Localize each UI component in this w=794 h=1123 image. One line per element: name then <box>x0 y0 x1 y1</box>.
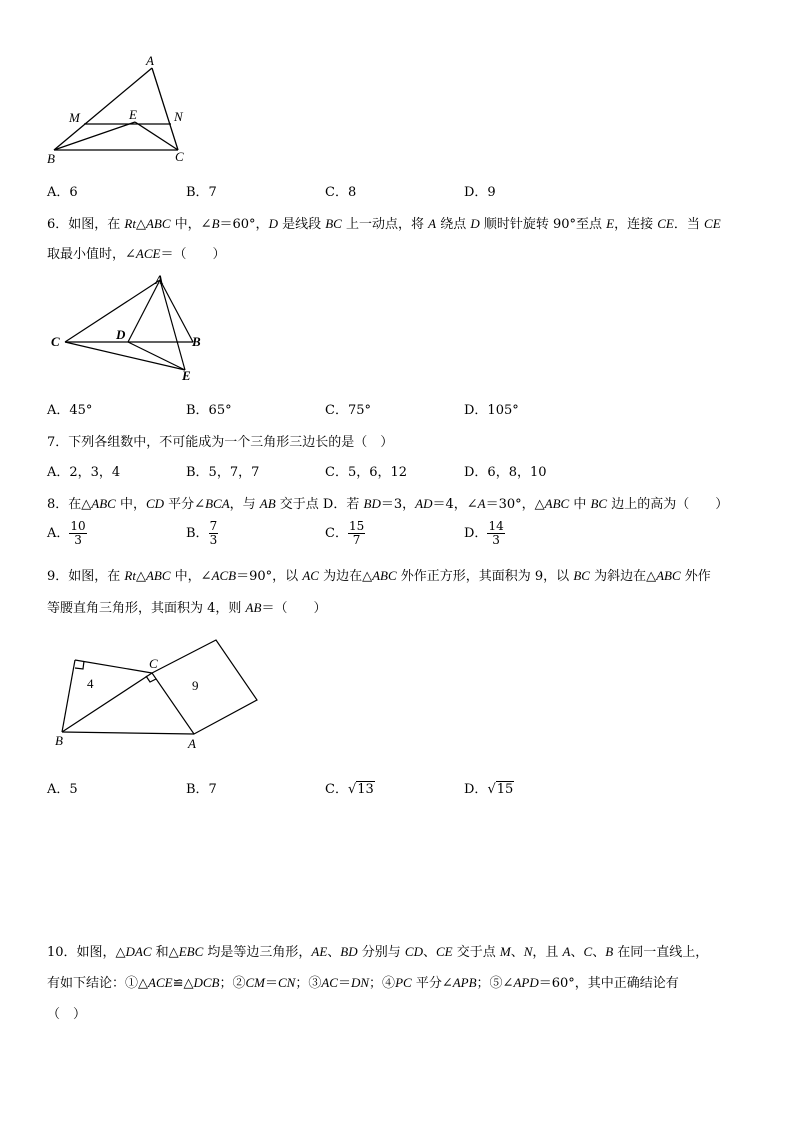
figure-q9-squares <box>45 630 275 755</box>
q8-option-b: B． $\frac{7}{3}$ <box>186 519 218 547</box>
q9-question-line2: 等腰直角三角形，其面积为 4，则 AB＝（ ） <box>47 600 327 616</box>
q8-option-a: A． $\frac{10}{3}$ <box>47 519 86 547</box>
q6-option-c: C．75° <box>325 403 371 418</box>
q5-option-a: A．6 <box>47 185 78 200</box>
label-e: E <box>129 107 137 122</box>
q6-option-b: B．65° <box>186 403 232 418</box>
q7-option-c: C．5，6，12 <box>325 465 408 480</box>
q8-question: 8．在△ABC 中，CD 平分∠BCA，与 AB 交于点 D．若 BD＝3，AD＝4，∠A＝30°，△ABC 中 BC 边上的高为（ ） <box>47 496 729 512</box>
label-c: C <box>175 149 184 164</box>
label-area-4: 4 <box>87 676 94 691</box>
q9-option-c: C．√13 <box>325 782 374 797</box>
q10-question-line3: （ ） <box>47 1007 87 1022</box>
q9-question-line1: 9．如图，在 Rt△ABC 中，∠ACB＝90°，以 AC 为边在△ABC 外作正方形，其面积为 9，以 BC 为斜边在△ABC 外作 <box>47 568 711 584</box>
q5-option-c: C．8 <box>325 185 357 200</box>
label-e: E <box>182 368 191 383</box>
label-a: A <box>188 736 196 751</box>
q6-question-line2: 取最小值时，∠ACE＝（ ） <box>47 246 226 262</box>
label-b: B <box>55 733 63 748</box>
label-a: A <box>146 53 154 68</box>
q8-option-d: D． $\frac{14}{3}$ <box>464 519 504 547</box>
q9-option-a: A．5 <box>47 782 78 797</box>
q10-question-line2: 有如下结论：①△ACE≌△DCB；②CM＝CN；③AC＝DN；④PC 平分∠APB；⑤∠APD＝60°，其中正确结论有 <box>47 975 679 991</box>
label-d: D <box>116 327 126 342</box>
q7-option-b: B．5，7，7 <box>186 465 260 480</box>
q7-question: 7．下列各组数中，不可能成为一个三角形三边长的是（ ） <box>47 435 394 450</box>
fraction: $\frac{10}{3}$ <box>70 519 86 547</box>
figure-q5-triangle <box>40 50 210 170</box>
q5-option-d: D．9 <box>464 185 496 200</box>
sqrt-symbol: √13 <box>347 782 374 797</box>
q8-option-c: C． $\frac{15}{7}$ <box>325 519 365 547</box>
q10-question-line1: 10．如图，△DAC 和△EBC 均是等边三角形，AE、BD 分别与 CD、CE 交于点 M、N，且 A、C、B 在同一直线上， <box>47 944 709 960</box>
sqrt-symbol: √15 <box>487 782 514 797</box>
label-a: A <box>155 272 164 287</box>
label-c: C <box>149 656 158 671</box>
label-area-9: 9 <box>192 678 199 693</box>
label-n: N <box>174 109 183 124</box>
q9-option-d: D．√15 <box>464 782 514 797</box>
fraction: $\frac{7}{3}$ <box>209 519 218 547</box>
fraction: $\frac{15}{7}$ <box>348 519 365 547</box>
q7-option-a: A．2，3，4 <box>47 465 121 480</box>
q9-option-b: B．7 <box>186 782 217 797</box>
label-b: B <box>47 151 55 166</box>
q6-option-d: D．105° <box>464 403 519 418</box>
q5-option-b: B．7 <box>186 185 217 200</box>
q6-question-line1: 6．如图，在 Rt△ABC 中，∠B＝60°，D 是线段 BC 上一动点，将 A 绕点 D 顺时针旋转 90°至点 E，连接 CE．当 CE <box>47 216 721 232</box>
label-m: M <box>69 110 80 125</box>
label-b: B <box>192 334 201 349</box>
q7-option-d: D．6，8，10 <box>464 465 547 480</box>
fraction: $\frac{14}{3}$ <box>488 519 504 547</box>
q6-option-a: A．45° <box>47 403 93 418</box>
figure-q6-triangle <box>40 268 220 388</box>
label-c: C <box>51 334 60 349</box>
